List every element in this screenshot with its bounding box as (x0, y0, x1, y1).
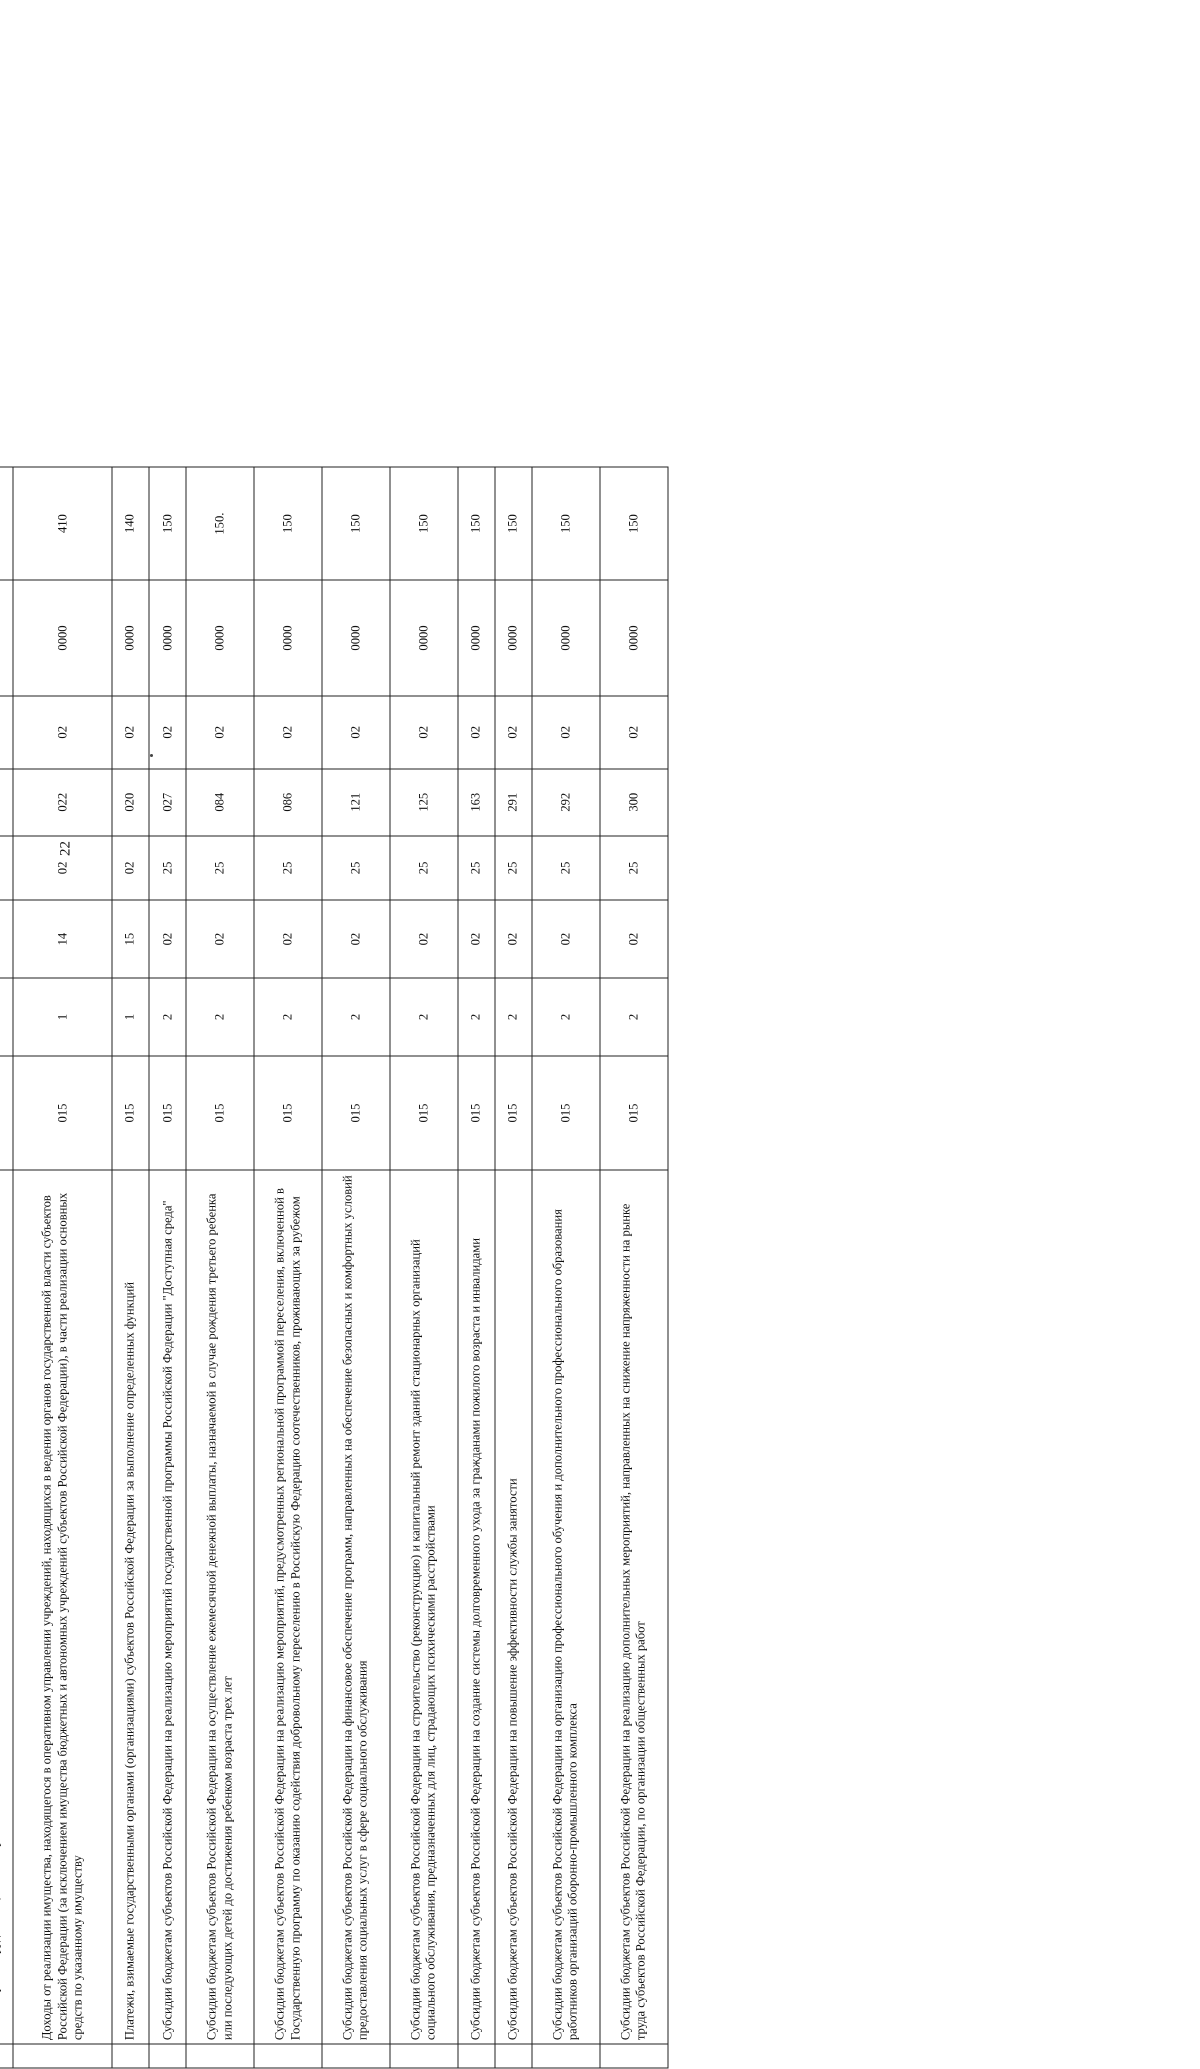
code-cell: 02 (458, 900, 495, 978)
code-cell: 121 (322, 769, 390, 836)
code-cell: 02 (458, 696, 495, 769)
code-cell: 0000 (600, 580, 668, 696)
code-cell: 2 (532, 978, 600, 1056)
code-cell: 015 (149, 1056, 186, 1170)
code-cell (0, 978, 13, 1056)
code-cell: 02 (149, 696, 186, 769)
table-row (149, 467, 186, 2068)
table-row (495, 467, 532, 2068)
code-cell: 140 (112, 467, 149, 580)
code-cell: 14 (13, 900, 112, 978)
code-cell: 163 (458, 769, 495, 836)
code-cell: 02 (322, 900, 390, 978)
code-cell: 410 (13, 467, 112, 580)
code-cell: 027 (149, 769, 186, 836)
code-cell: 015 (254, 1056, 322, 1170)
code-cell: 150 (322, 467, 390, 580)
table-row (390, 467, 458, 2068)
row-description: Субсидии бюджетам субъектов Российской Федерации на осуществление ежемесячной денежной выплаты, назначаемой в случае рождения третьего ребенка или последующих детей до достижения ребенком возраста трех лет (186, 1170, 254, 2043)
code-cell: 292 (532, 769, 600, 836)
code-cell: 1 (13, 978, 112, 1056)
code-cell: 02 (390, 696, 458, 769)
code-cell: 015 (458, 1056, 495, 1170)
table-row (322, 467, 390, 2068)
code-cell: 086 (254, 769, 322, 836)
code-cell: 0000 (112, 580, 149, 696)
row-description: Субсидии бюджетам субъектов Российской Федерации на создание системы долговременного ухода за гражданами пожилого возраста и инвалидами (458, 1170, 495, 2043)
code-cell: 0000 (149, 580, 186, 696)
row-number (13, 2044, 112, 2068)
code-cell: 150 (390, 467, 458, 580)
code-cell: 02 (600, 900, 668, 978)
code-cell: 150 (254, 467, 322, 580)
code-cell: 25 (186, 836, 254, 900)
row-number (186, 2044, 254, 2068)
code-cell: 02 (112, 696, 149, 769)
row-number (600, 2044, 668, 2068)
code-cell: 02 (532, 900, 600, 978)
code-cell: 0000 (495, 580, 532, 696)
row-number (390, 2044, 458, 2068)
row-number (112, 2044, 149, 2068)
code-cell: 150 (600, 467, 668, 580)
code-cell: 02 (390, 900, 458, 978)
code-cell: 02 (13, 696, 112, 769)
code-cell: 02 (186, 900, 254, 978)
code-cell (0, 1056, 13, 1170)
code-cell: 291 (495, 769, 532, 836)
code-cell: 02 (254, 900, 322, 978)
table-row (112, 467, 149, 2068)
code-cell: 0000 (254, 580, 322, 696)
code-cell: 0000 (532, 580, 600, 696)
code-cell: 2 (186, 978, 254, 1056)
code-cell: 0000 (322, 580, 390, 696)
row-number (458, 2044, 495, 2068)
row-number (0, 2044, 13, 2068)
code-cell: 25 (532, 836, 600, 900)
code-cell (0, 580, 13, 696)
code-cell: 0000 (390, 580, 458, 696)
code-cell: 0000 (186, 580, 254, 696)
code-cell: 150. (186, 467, 254, 580)
code-cell: 25 (390, 836, 458, 900)
row-description: Субсидии бюджетам субъектов Российской Федерации на реализацию дополнительных мероприятий, направленных на снижение напряженности на рынке труда субъектов Российской Федерации, по организации общественных работ (600, 1170, 668, 2043)
row-number (149, 2044, 186, 2068)
code-cell: 2 (495, 978, 532, 1056)
code-cell: 015 (390, 1056, 458, 1170)
code-cell: 015 (186, 1056, 254, 1170)
code-cell: 2 (149, 978, 186, 1056)
code-cell: 0000 (13, 580, 112, 696)
code-cell: 02 (322, 696, 390, 769)
rotated-table-container (0, 467, 669, 2069)
code-cell: 25 (600, 836, 668, 900)
code-cell: 25 (254, 836, 322, 900)
page-number: 22 (57, 841, 74, 856)
code-cell: 25 (149, 836, 186, 900)
code-cell: 15 (112, 900, 149, 978)
row-description: Субсидии бюджетам субъектов Российской Федерации на финансовое обеспечение программ, направленных на обеспечение безопасных и комфортных условий предоставления социальных услуг в сфере социального обслуживания (322, 1170, 390, 2043)
code-cell: 015 (532, 1056, 600, 1170)
row-number (495, 2044, 532, 2068)
table-row (254, 467, 322, 2068)
code-cell: 015 (112, 1056, 149, 1170)
code-cell: 02 (495, 696, 532, 769)
code-cell: 015 (13, 1056, 112, 1170)
row-number (322, 2044, 390, 2068)
row-number (254, 2044, 322, 2068)
code-cell: 1 (112, 978, 149, 1056)
table-row (532, 467, 600, 2068)
code-cell: 2 (254, 978, 322, 1056)
code-cell (0, 769, 13, 836)
code-cell: 015 (495, 1056, 532, 1170)
row-description: Доходы от реализации имущества, находящегося в оперативном управлении учреждений, находящихся в ведении органов государственной власти субъектов Российской Федерации (за исключением имущества бюджетных и автономных учреждений субъектов Российской Федерации), в части реализации основных средств по указанному имуществу (13, 1170, 112, 2043)
table-row (600, 467, 668, 2068)
row-number (532, 2044, 600, 2068)
row-description (0, 1170, 13, 2043)
code-cell (0, 467, 13, 580)
row-description: Субсидии бюджетам субъектов Российской Федерации на организацию профессионального обучения и дополнительного профессионального образования работников организаций оборонно-промышленного комплекса (532, 1170, 600, 2043)
code-cell: 25 (322, 836, 390, 900)
code-cell: 02 (600, 696, 668, 769)
code-cell: 25 (495, 836, 532, 900)
row-description: Субсидии бюджетам субъектов Российской Федерации на реализацию мероприятий, предусмотренных региональной программой переселения, включенной в Государственную программу по оказанию содействия добровольному переселению в Российскую Федерацию соотечественников, проживающих за рубежом (254, 1170, 322, 2043)
table-row (13, 467, 112, 2068)
table-row (458, 467, 495, 2068)
code-cell: 0000 (458, 580, 495, 696)
code-cell: 300 (600, 769, 668, 836)
budget-codes-table (0, 467, 669, 2069)
code-cell: 022 (13, 769, 112, 836)
code-cell (0, 900, 13, 978)
code-cell: 150 (149, 467, 186, 580)
code-cell: 02 (495, 900, 532, 978)
row-description: Субсидии бюджетам субъектов Российской Федерации на строительство (реконструкцию) и капитальный ремонт зданий стационарных организаций социального обслуживания, предназначенных для лиц, страдающих психическими расстройствами (390, 1170, 458, 2043)
code-cell: 015 (322, 1056, 390, 1170)
code-cell: 02 (254, 696, 322, 769)
code-cell (0, 696, 13, 769)
code-cell: 150 (495, 467, 532, 580)
row-description: Платежи, взимаемые государственными органами (организациями) субъектов Российской Федерации за выполнение определенных функций (112, 1170, 149, 2043)
row-description: Субсидии бюджетам субъектов Российской Федерации на реализацию мероприятий государственной программы Российской Федерации "Доступная среда" (149, 1170, 186, 2043)
code-cell: 015 (600, 1056, 668, 1170)
code-cell: 25 (458, 836, 495, 900)
code-cell: 02 (149, 900, 186, 978)
code-cell: 02 (532, 696, 600, 769)
code-cell: 02 (112, 836, 149, 900)
table-row (186, 467, 254, 2068)
code-cell: 2 (322, 978, 390, 1056)
code-cell: 084 (186, 769, 254, 836)
code-cell: 020 (112, 769, 149, 836)
code-cell: 125 (390, 769, 458, 836)
code-cell: 150 (458, 467, 495, 580)
code-cell: 02 (13, 836, 112, 900)
code-cell: 2 (390, 978, 458, 1056)
table-row (0, 467, 13, 2068)
code-cell: 02 (186, 696, 254, 769)
code-cell (0, 836, 13, 900)
code-cell: 2 (600, 978, 668, 1056)
row-description: Субсидии бюджетам субъектов Российской Федерации на повышение эффективности службы занятости (495, 1170, 532, 2043)
code-cell: 2 (458, 978, 495, 1056)
code-cell: 150 (532, 467, 600, 580)
